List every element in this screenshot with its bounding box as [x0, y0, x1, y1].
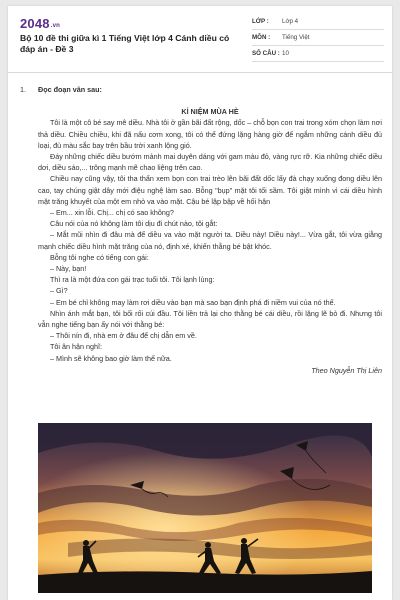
passage-paragraph: – Này, bạn! — [50, 264, 87, 274]
meta-table — [252, 14, 384, 62]
passage-paragraph: – Em... xin lỗi. Chị... chị có sao không? — [50, 208, 174, 218]
passage-paragraph: – Mình sẽ không bao giờ làm thế nữa. — [50, 353, 172, 363]
meta-key: MÔN : — [252, 34, 271, 41]
passage-paragraph: Đáy những chiếc diều bướm mảnh mai duyên dáng với gam màu đỏ, vàng rực rỡ. Kia những chiếc diều dơi, diều sáo,... trông mạnh mẽ chao liệng trên cao. — [38, 152, 382, 173]
meta-value: 10 — [282, 50, 289, 57]
reading-passage — [38, 84, 382, 376]
passage-paragraph: – Gì? — [50, 286, 68, 296]
site-logo[interactable] — [20, 16, 60, 31]
passage-paragraph: Tôi ân hận nghĩ: — [50, 342, 102, 352]
header-divider — [8, 72, 392, 73]
meta-row-question-count — [252, 46, 384, 62]
passage-paragraph: Bỗng tôi nghe có tiếng con gái: — [50, 252, 149, 262]
meta-key: LỚP : — [252, 18, 269, 25]
document-page — [8, 6, 392, 600]
passage-author: Theo Nguyễn Thị Liên — [311, 365, 382, 375]
logo-suffix: .vn — [50, 23, 61, 29]
meta-key: SỐ CÂU : — [252, 50, 280, 57]
passage-paragraph: – Mắt mũi nhìn đi đâu mà để diều va vào mặt người ta. Diều này! Diều này!... Vừa gắt, tôi vừa giằng mạnh chiếc diều hình mặt trăng của nó, định xé, khiến thằng bé bật khóc. — [38, 230, 382, 251]
photo-illustration — [38, 423, 372, 593]
question-label: Đọc đoạn văn sau: — [38, 85, 102, 94]
document-header — [8, 6, 392, 70]
document-title: Bộ 10 đề thi giữa kì 1 Tiếng Việt lớp 4 Cánh diều có đáp án - Đề 3 — [20, 33, 230, 54]
passage-paragraph: Tôi là một cô bé say mê diều. Nhà tôi ở gần bãi đất rộng, dốc – chỗ bọn con trai trong xóm chọn làm nơi thả diều. Chiều chiều, khi đã nấu cơm xong, tôi có thể đứng lặng hàng giờ để ngắm những cánh diều đủ loại, đủ màu sắc bay trên bầu trời xanh lộng gió. — [38, 118, 382, 150]
passage-paragraph: Thì ra là một đứa con gái trạc tuổi tôi. Tôi lạnh lùng: — [50, 275, 215, 285]
passage-paragraph: – Thôi nín đi, nhà em ở đâu để chị dẫn em về. — [50, 331, 197, 341]
meta-row-subject — [252, 30, 384, 46]
meta-row-grade — [252, 14, 384, 30]
story-title: KỈ NIỆM MÙA HÈ — [181, 107, 239, 117]
passage-paragraph: Chiều nay cũng vậy, tôi tha thẩn xem bọn con trai trèo lên bãi đất dốc lấy đà chạy xuống đong diều lên cao, tay chúng giật dây mới điệu nghệ làm sao. Bỗng "bụp" mặt tôi tối sầm. Tôi giật mình vì cái diều hình mặt trăng khuyết của một em nhỏ va vào mặt. Cậu bé lập bập về hối hận — [38, 174, 382, 206]
meta-value: Tiếng Việt — [282, 34, 310, 41]
question-number: 1. — [20, 85, 26, 94]
meta-value: Lớp 4 — [282, 18, 299, 25]
passage-paragraph: Câu nói của nó không làm tôi dịu đi chút nào, tôi gắt: — [50, 219, 218, 229]
passage-paragraph: – Em bé chỉ không may làm rơi diều vào bạn mà sao bạn định phá đi niềm vui của nó thế. — [50, 297, 336, 307]
kite-sunset-photo — [38, 423, 372, 593]
passage-paragraph: Nhìn ánh mắt bạn, tôi bối rối cúi đầu. Tôi liền trả lại cho thằng bé cái diều, rồi lặng lẽ bỏ đi. Nhưng tôi vẫn nghe tiếng bạn ấy nói với thằng bé: — [38, 308, 382, 330]
logo-text: 2048 — [20, 16, 50, 31]
